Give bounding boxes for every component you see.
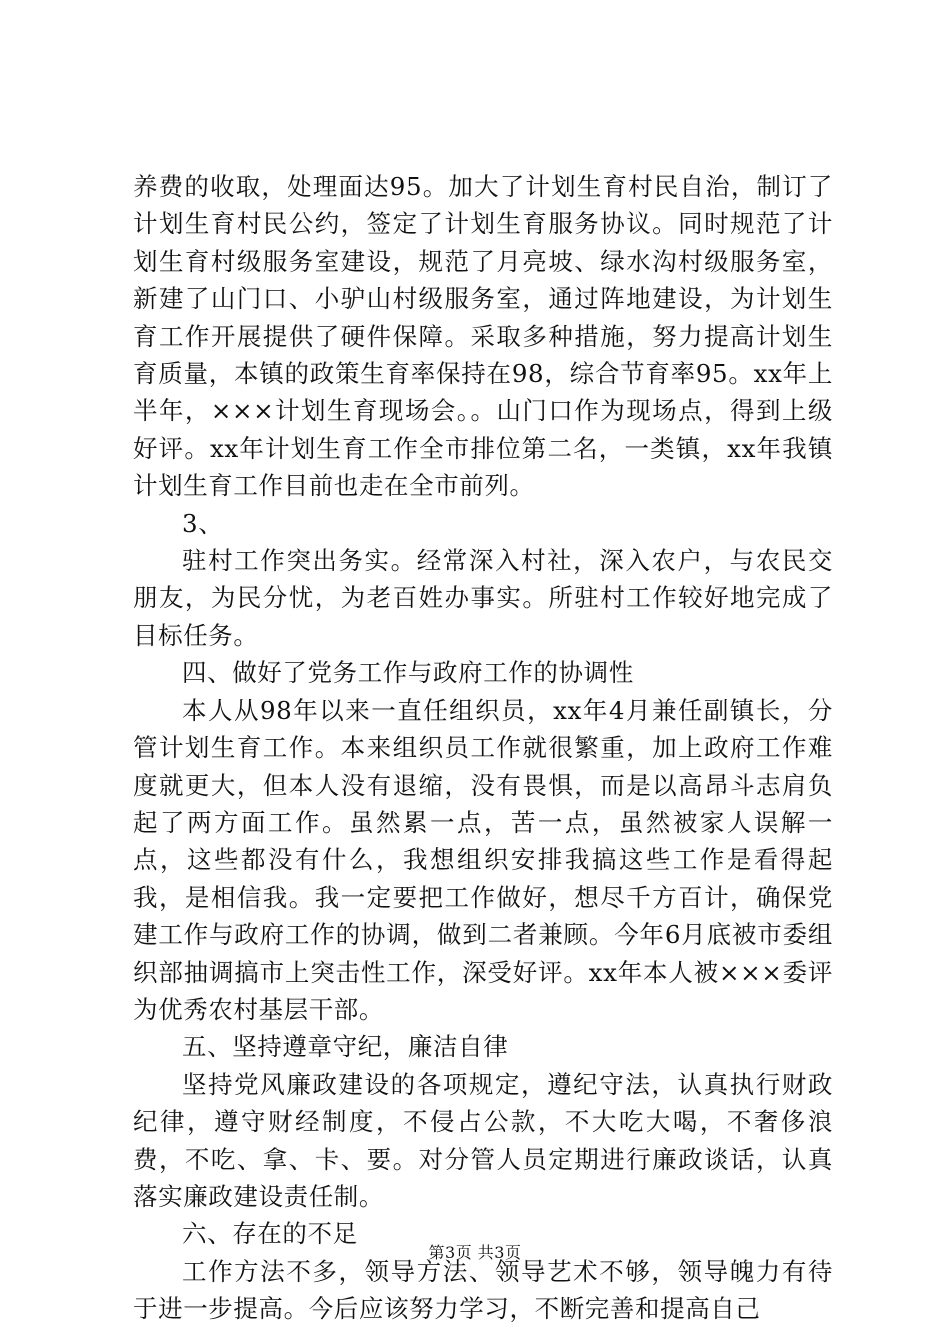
paragraph-village-work: 驻村工作突出务实。经常深入村社，深入农户，与农民交朋友，为民分忧，为老百姓办事实。所驻村工作较好地完成了目标任务。 [133, 546, 833, 650]
paragraph-discipline: 坚持党风廉政建设的各项规定，遵纪守法，认真执行财政纪律，遵守财经制度，不侵占公款，不大吃大喝，不奢侈浪费，不吃、拿、卡、要。对分管人员定期进行廉政谈话，认真落实廉政建设责任制。 [133, 1069, 833, 1211]
page-footer: 第3页 共3页 [428, 1243, 522, 1262]
paragraph-family-planning-continued: 养费的收取，处理面达95。加大了计划生育村民自治，制订了计划生育村民公约，签定了计划生育服务协议。同时规范了计划生育村级服务室建设，规范了月亮坡、绿水沟村级服务室，新建了山门口、小驴山村级服务室，通过阵地建设，为计划生育工作开展提供了硬件保障。采取多种措施，努力提高计划生育质量，本镇的政策生育率保持在98，综合节育率95。xx年上半年，×××计划生育现场会。。山门口作为现场点，得到上级好评。xx年计划生育工作全市排位第二名，一类镇，xx年我镇计划生育工作目前也走在全市前列。 [133, 172, 833, 501]
section-heading-6: 六、存在的不足 [182, 1219, 358, 1249]
section-heading-4: 四、做好了党务工作与政府工作的协调性 [182, 658, 634, 688]
paragraph-coordination: 本人从98年以来一直任组织员，xx年4月兼任副镇长，分管计划生育工作。本来组织员工作就很繁重，加上政府工作难度就更大，但本人没有退缩，没有畏惧，而是以高昂斗志肩负起了两方面工作。虽然累一点，苦一点，虽然被家人误解一点，这些都没有什么，我想组织安排我搞这些工作是看得起我，是相信我。我一定要把工作做好，想尽千方百计，确保党建工作与政府工作的协调，做到二者兼顾。今年6月底被市委组织部抽调搞市上突击性工作，深受好评。xx年本人被×××委评为优秀农村基层干部。 [133, 695, 833, 1024]
document-body [133, 168, 833, 1328]
paragraph-shortcomings: 工作方法不多，领导方法、领导艺术不够，领导魄力有待于进一步提高。今后应该努力学习，不断完善和提高自己 [133, 1256, 833, 1324]
item-number-3: 3、 [182, 508, 224, 538]
section-heading-5: 五、坚持遵章守纪，廉洁自律 [182, 1032, 509, 1062]
